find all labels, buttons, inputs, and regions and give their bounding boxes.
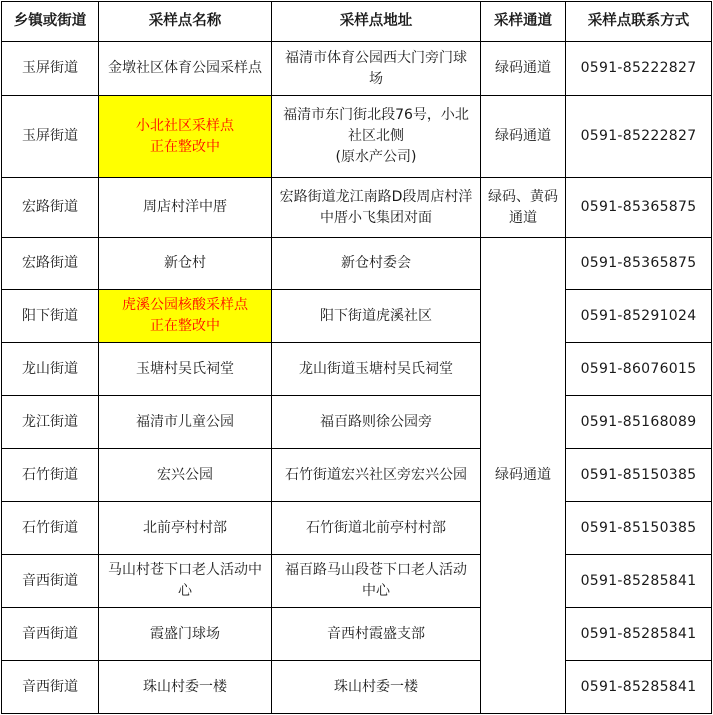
cell-site-name: 珠山村委一楼 [99, 661, 272, 714]
cell-phone: 0591-85285841 [566, 661, 712, 714]
table-row [2, 42, 712, 96]
cell-site-address: 福百路马山段苍下口老人活动 中心 [272, 555, 481, 608]
cell-site-name: 新仓村 [99, 238, 272, 290]
cell-channel-merged: 绿码通道 [481, 238, 566, 714]
cell-site-address: 宏路街道龙江南路D段周店村洋 中厝小飞集团对面 [272, 178, 481, 238]
cell-site-address: 阳下街道虎溪社区 [272, 290, 481, 343]
cell-phone: 0591-85291024 [566, 290, 712, 343]
table-row [2, 449, 712, 502]
header-channel: 采样通道 [481, 2, 566, 42]
cell-town: 音西街道 [2, 661, 99, 714]
cell-site-name: 马山村苍下口老人活动中 心 [99, 555, 272, 608]
cell-site-address: 音西村霞盛支部 [272, 608, 481, 661]
table-row [2, 608, 712, 661]
table-row [2, 396, 712, 449]
cell-site-name: 周店村洋中厝 [99, 178, 272, 238]
cell-site-name: 宏兴公园 [99, 449, 272, 502]
cell-phone: 0591-85285841 [566, 608, 712, 661]
cell-town: 石竹街道 [2, 449, 99, 502]
cell-phone: 0591-85285841 [566, 555, 712, 608]
table-row [2, 502, 712, 555]
table-row [2, 96, 712, 178]
cell-town: 音西街道 [2, 608, 99, 661]
cell-site-name: 玉塘村吴氏祠堂 [99, 343, 272, 396]
cell-town: 玉屏街道 [2, 42, 99, 96]
table-row [2, 238, 712, 290]
cell-site-name: 福清市儿童公园 [99, 396, 272, 449]
cell-channel: 绿码、黄码 通道 [481, 178, 566, 238]
cell-town: 阳下街道 [2, 290, 99, 343]
cell-site-address: 福清市东门街北段76号，小北 社区北侧 (原水产公司) [272, 96, 481, 178]
cell-town: 石竹街道 [2, 502, 99, 555]
cell-site-name-rectifying: 虎溪公园核酸采样点 正在整改中 [99, 290, 272, 343]
cell-site-address: 石竹街道北前亭村村部 [272, 502, 481, 555]
cell-site-address: 龙山街道玉塘村吴氏祠堂 [272, 343, 481, 396]
cell-channel: 绿码通道 [481, 42, 566, 96]
cell-phone: 0591-86076015 [566, 343, 712, 396]
header-town: 乡镇或街道 [2, 2, 99, 42]
header-contact: 采样点联系方式 [566, 2, 712, 42]
cell-town: 宏路街道 [2, 238, 99, 290]
table-row [2, 343, 712, 396]
cell-phone: 0591-85168089 [566, 396, 712, 449]
table-row [2, 178, 712, 238]
table-row [2, 555, 712, 608]
cell-site-name: 霞盛门球场 [99, 608, 272, 661]
cell-phone: 0591-85222827 [566, 42, 712, 96]
table-row [2, 290, 712, 343]
cell-town: 龙山街道 [2, 343, 99, 396]
cell-phone: 0591-85365875 [566, 238, 712, 290]
cell-site-address: 新仓村委会 [272, 238, 481, 290]
cell-phone: 0591-85150385 [566, 449, 712, 502]
cell-site-name: 北前亭村村部 [99, 502, 272, 555]
cell-site-address: 福清市体育公园西大门旁门球 场 [272, 42, 481, 96]
cell-town: 音西街道 [2, 555, 99, 608]
cell-site-address: 福百路则徐公园旁 [272, 396, 481, 449]
cell-site-name: 金墩社区体育公园采样点 [99, 42, 272, 96]
cell-town: 宏路街道 [2, 178, 99, 238]
cell-site-name-rectifying: 小北社区采样点 正在整改中 [99, 96, 272, 178]
cell-town: 龙江街道 [2, 396, 99, 449]
cell-phone: 0591-85222827 [566, 96, 712, 178]
cell-site-address: 珠山村委一楼 [272, 661, 481, 714]
cell-phone: 0591-85365875 [566, 178, 712, 238]
sampling-sites-table [1, 1, 712, 714]
header-site-address: 采样点地址 [272, 2, 481, 42]
cell-channel: 绿码通道 [481, 96, 566, 178]
table-row [2, 661, 712, 714]
header-site-name: 采样点名称 [99, 2, 272, 42]
cell-phone: 0591-85150385 [566, 502, 712, 555]
table-header-row [2, 2, 712, 42]
cell-site-address: 石竹街道宏兴社区旁宏兴公园 [272, 449, 481, 502]
cell-town: 玉屏街道 [2, 96, 99, 178]
